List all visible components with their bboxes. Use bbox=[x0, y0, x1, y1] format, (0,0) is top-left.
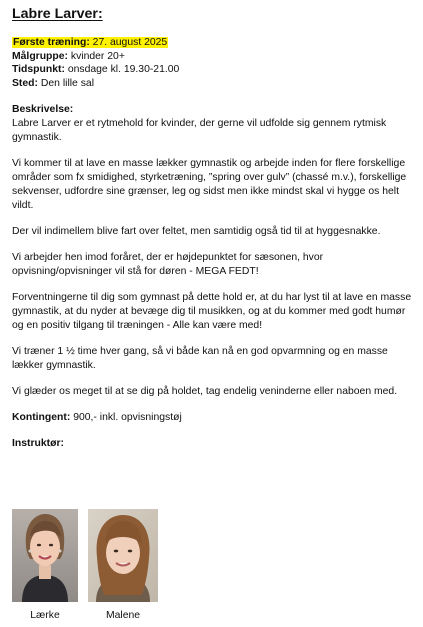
target-group-line bbox=[12, 50, 413, 64]
instructors-row bbox=[12, 509, 158, 622]
instructor-photo bbox=[12, 509, 78, 602]
fee-value: 900,- inkl. opvisningstøj bbox=[73, 411, 182, 423]
target-group-value: kvinder 20+ bbox=[70, 50, 125, 62]
description-paragraph: Forventningerne til dig som gymnast på dette hold er, at du har lyst til at lave en masse gymnastik, at du nyder at bevæge dig til musikken, og at du kommer med godt humør og en positiv tilgang til træningen - Alle kan være med! bbox=[12, 291, 412, 331]
page-title: Labre Larver: bbox=[12, 6, 103, 22]
description-paragraph: Vi kommer til at lave en masse lækker gymnastik og arbejde inden for flere forskellige områder som fx smidighed, styrketræning, ”spring over gulv” (chassé m.v.), forskellige sekvenser, udfordre sine grænser, leg og sidst men ikke mindst skal vi hygge os helt vildt. bbox=[12, 157, 407, 211]
description-heading: Beskrivelse: bbox=[12, 103, 74, 115]
details-block bbox=[12, 36, 413, 91]
fee-line bbox=[12, 411, 413, 425]
instructor-name: Lærke bbox=[30, 610, 60, 621]
instructor-card bbox=[88, 509, 158, 622]
first-training-value: 27. august 2025 bbox=[92, 37, 168, 48]
description-paragraph: Labre Larver er et rytmehold for kvinder, der gerne vil udfolde sig gennem rytmisk gymnastik. bbox=[12, 117, 387, 143]
description-paragraph: Vi træner 1 ½ time hver gang, så vi både kan nå en god opvarmning og en masse lækker gymnastik. bbox=[12, 345, 388, 371]
instructor-card bbox=[12, 509, 78, 622]
time-line bbox=[12, 63, 413, 77]
target-group-label: Målgruppe: bbox=[12, 50, 68, 62]
description-paragraph: Vi glæder os meget til at se dig på holdet, tag endelig veninderne eller naboen med. bbox=[12, 385, 398, 397]
time-value: onsdage kl. 19.30-21.00 bbox=[67, 64, 180, 76]
place-value: Den lille sal bbox=[40, 78, 95, 90]
fee-label: Kontingent: bbox=[12, 411, 71, 423]
instructor-name: Malene bbox=[105, 610, 141, 621]
place-label: Sted: bbox=[12, 78, 38, 90]
first-training-label: Første træning: bbox=[13, 37, 90, 48]
instructor-photo bbox=[88, 509, 158, 602]
time-label: Tidspunkt: bbox=[12, 64, 65, 76]
instructors-heading: Instruktør: bbox=[12, 437, 64, 449]
first-training-line bbox=[12, 36, 413, 50]
first-training-highlight bbox=[12, 37, 168, 48]
place-line bbox=[12, 77, 413, 91]
description-paragraph: Vi arbejder hen imod foråret, der er højdepunktet for sæsonen, hvor opvisning/opvisninger vil stå for døren - MEGA FEDT! bbox=[12, 251, 324, 277]
description-paragraph: Der vil indimellem blive fart over feltet, men samtidig også tid til at hyggesnakke. bbox=[12, 225, 381, 237]
